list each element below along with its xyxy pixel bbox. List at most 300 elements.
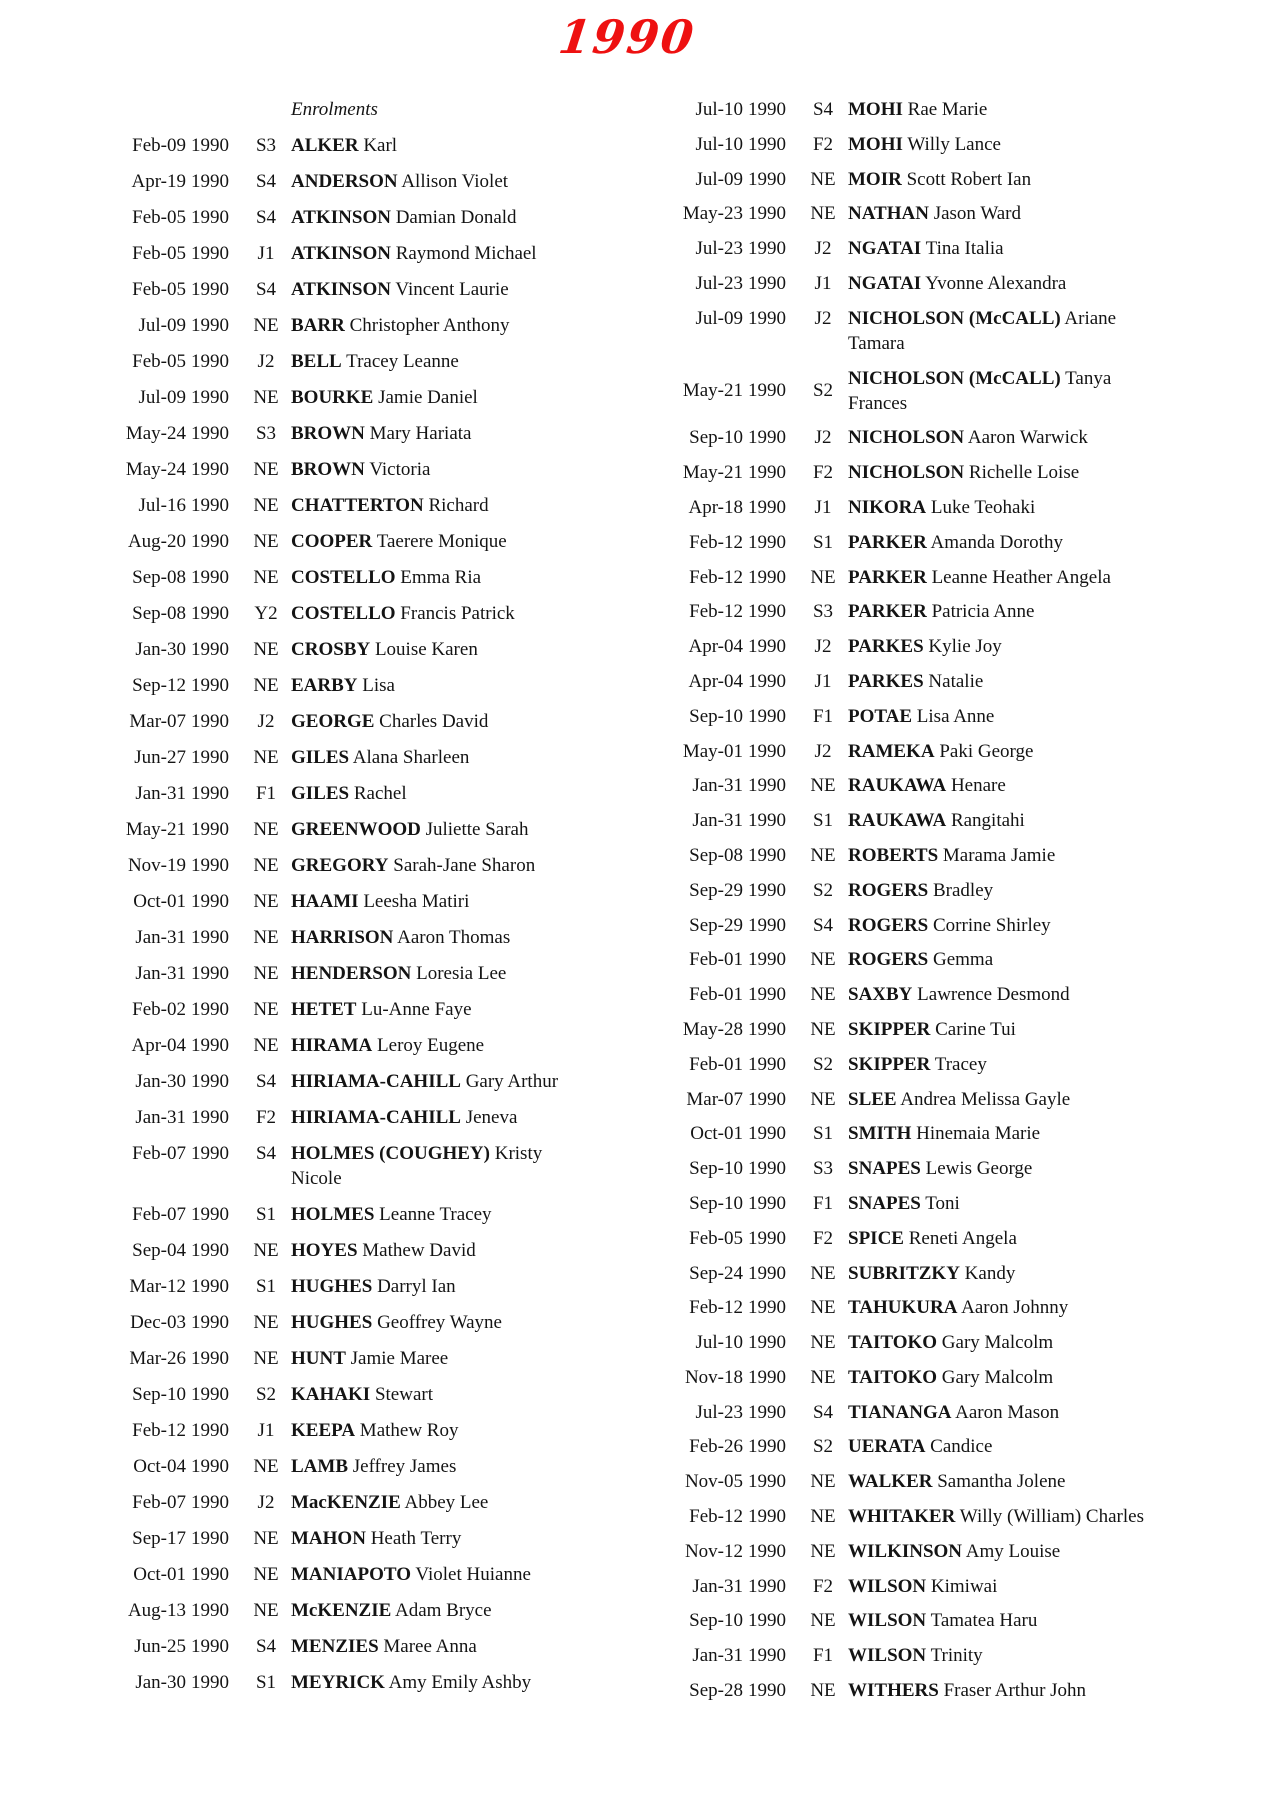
- enrolment-year: 1990: [748, 1088, 786, 1110]
- enrolment-date: May-24: [125, 459, 186, 480]
- enrolment-year: 1990: [191, 279, 229, 300]
- surname: SAXBY: [848, 984, 913, 1006]
- enrolment-year: 1990: [748, 1401, 786, 1423]
- enrolment-year: 1990: [748, 1158, 786, 1180]
- enrolment-year: 1990: [191, 639, 229, 660]
- enrolment-name: [848, 739, 1241, 764]
- enrolment-row: [114, 1310, 579, 1335]
- given-names: Damian Donald: [395, 207, 517, 228]
- enrolment-date: Jul-10: [695, 133, 743, 155]
- given-names: Yvonne Alexandra: [925, 272, 1067, 294]
- enrolment-year: 1990: [748, 99, 786, 120]
- enrolment-row: [671, 1678, 1241, 1703]
- enrolment-date: Jan-31: [692, 810, 743, 832]
- surname: GREENWOOD: [291, 819, 421, 840]
- given-names: Toni: [925, 1192, 960, 1214]
- enrolment-name: [848, 1434, 1241, 1459]
- enrolment-level-code: NE: [810, 1610, 836, 1632]
- given-names: Ariane: [1064, 307, 1117, 329]
- given-names: Willy Lance: [907, 133, 1001, 155]
- spacer: [191, 97, 241, 98]
- enrolment-name: [291, 1274, 579, 1299]
- surname: HOLMES: [291, 1204, 375, 1225]
- enrolment-year: 1990: [748, 462, 786, 484]
- enrolment-level-code: NE: [810, 1297, 836, 1319]
- enrolment-level-code: NE: [810, 203, 836, 225]
- enrolment-row: [114, 853, 579, 878]
- enrolment-row: [114, 313, 579, 338]
- surname: HIRIAMA-CAHILL: [291, 1107, 461, 1128]
- surname: SLEE: [848, 1088, 897, 1110]
- given-names: Leroy Eugene: [377, 1035, 485, 1056]
- surname: HUGHES: [291, 1276, 373, 1297]
- surname: RAUKAWA: [848, 810, 947, 832]
- enrolment-date: Sep-08: [132, 603, 186, 624]
- enrolment-year: 1990: [191, 315, 229, 336]
- given-names: Paki George: [939, 740, 1034, 762]
- enrolment-row: [114, 961, 579, 986]
- enrolment-row: [114, 169, 579, 194]
- enrolment-level-code: S1: [255, 1672, 277, 1693]
- enrolment-date: Sep-29: [689, 914, 743, 936]
- enrolment-row: [671, 913, 1241, 938]
- enrolment-level-code: S3: [255, 423, 277, 444]
- enrolment-name: [291, 1526, 579, 1551]
- enrolment-name: [848, 913, 1241, 938]
- surname: CHATTERTON: [291, 495, 424, 516]
- enrolment-level-code: S3: [255, 135, 277, 156]
- enrolment-name: [848, 1608, 1241, 1633]
- surname: GREGORY: [291, 855, 389, 876]
- enrolment-level-code: S2: [812, 879, 834, 901]
- given-names: Karl: [363, 135, 398, 156]
- enrolment-name: [291, 1634, 579, 1659]
- enrolment-year: 1990: [191, 963, 229, 984]
- enrolment-year: 1990: [748, 636, 786, 658]
- enrolment-name: [848, 1261, 1241, 1286]
- enrolment-year: 1990: [748, 810, 786, 832]
- enrolment-date: Mar-07: [686, 1088, 743, 1110]
- enrolment-name: [291, 385, 579, 410]
- surname: SNAPES: [848, 1192, 921, 1214]
- surname: SNAPES: [848, 1158, 921, 1180]
- surname: WILSON: [848, 1575, 927, 1597]
- enrolment-name: [291, 709, 579, 734]
- enrolment-row: [114, 889, 579, 914]
- surname: NICHOLSON (McCALL): [848, 367, 1061, 389]
- enrolment-year: 1990: [191, 603, 229, 624]
- enrolment-row: [114, 205, 579, 230]
- given-names: Adam Bryce: [394, 1600, 492, 1621]
- enrolment-name: [291, 1490, 579, 1515]
- given-names: Amy Louise: [965, 1540, 1061, 1562]
- enrolment-year: 1990: [191, 567, 229, 588]
- enrolment-name: [291, 745, 579, 770]
- enrolment-name: [848, 530, 1241, 555]
- enrolment-name: [291, 1141, 579, 1191]
- enrolment-year: 1990: [748, 1471, 786, 1493]
- enrolment-date: Jul-09: [138, 387, 186, 408]
- enrolment-year: 1990: [191, 171, 229, 192]
- enrolment-level-code: NE: [810, 984, 836, 1006]
- enrolment-date: May-23: [682, 203, 743, 225]
- enrolment-date: Sep-08: [689, 844, 743, 866]
- given-names: Amanda Dorothy: [930, 531, 1063, 553]
- surname: WHITAKER: [848, 1506, 956, 1528]
- enrolment-year: 1990: [748, 1227, 786, 1249]
- enrolment-level-code: S2: [255, 1384, 277, 1405]
- given-names: Sarah-Jane Sharon: [393, 855, 536, 876]
- enrolment-level-code: S1: [812, 810, 834, 832]
- enrolment-row: [671, 530, 1241, 555]
- given-names: Gary Malcolm: [941, 1332, 1054, 1354]
- enrolment-date: Jul-10: [695, 1332, 743, 1354]
- enrolment-date: May-21: [125, 819, 186, 840]
- enrolment-name: [848, 599, 1241, 624]
- surname: SMITH: [848, 1123, 912, 1145]
- enrolment-name: [291, 1418, 579, 1443]
- given-names: Henare: [950, 775, 1006, 797]
- surname: TAITOKO: [848, 1332, 938, 1354]
- surname: HUGHES: [291, 1312, 373, 1333]
- enrolment-name: [291, 1033, 579, 1058]
- enrolment-row: [114, 1141, 579, 1191]
- enrolment-date: Sep-17: [132, 1528, 186, 1549]
- enrolment-row: [114, 277, 579, 302]
- given-names: Jeffrey James: [352, 1456, 457, 1477]
- enrolment-row: [114, 781, 579, 806]
- enrolment-row: [671, 1400, 1241, 1425]
- enrolment-level-code: J1: [814, 496, 832, 518]
- given-names: Heath Terry: [370, 1528, 462, 1549]
- enrolment-row: [671, 1469, 1241, 1494]
- given-names: Juliette Sarah: [425, 819, 529, 840]
- surname: TAHUKURA: [848, 1297, 958, 1319]
- enrolment-level-code: NE: [253, 1600, 279, 1621]
- enrolment-level-code: J2: [257, 1492, 275, 1513]
- enrolment-level-code: NE: [253, 495, 279, 516]
- given-names: Trinity: [930, 1645, 983, 1667]
- enrolment-level-code: F2: [812, 1227, 834, 1249]
- enrolment-year: 1990: [191, 1276, 229, 1297]
- enrolment-row: [671, 1608, 1241, 1633]
- enrolment-level-code: NE: [810, 1018, 836, 1040]
- given-names: Natalie: [928, 670, 984, 692]
- enrolment-date: Feb-05: [132, 279, 186, 300]
- enrolment-name: [291, 493, 579, 518]
- enrolment-date: Apr-04: [688, 670, 743, 692]
- given-names: Aaron Johnny: [961, 1297, 1069, 1319]
- enrolment-name: [848, 843, 1241, 868]
- enrolment-name: [291, 1562, 579, 1587]
- enrolment-date: Jan-31: [135, 927, 186, 948]
- enrolment-level-code: NE: [810, 1680, 836, 1702]
- enrolment-level-code: S4: [255, 1636, 277, 1657]
- enrolment-date: May-24: [125, 423, 186, 444]
- enrolment-row: [671, 878, 1241, 903]
- enrolment-date: Feb-12: [132, 1420, 186, 1441]
- enrolment-level-code: F1: [812, 1192, 834, 1214]
- given-names: Frances: [848, 392, 908, 414]
- enrolment-name: [291, 1069, 579, 1094]
- enrolment-level-code: NE: [253, 1348, 279, 1369]
- enrolment-name: [291, 1670, 579, 1695]
- enrolment-level-code: S1: [255, 1204, 277, 1225]
- enrolment-level-code: S3: [812, 601, 834, 623]
- enrolment-year: 1990: [748, 1540, 786, 1562]
- enrolment-level-code: J1: [814, 272, 832, 294]
- enrolment-level-code: NE: [810, 844, 836, 866]
- enrolment-level-code: NE: [253, 819, 279, 840]
- enrolment-row: [114, 421, 579, 446]
- surname: PARKES: [848, 670, 924, 692]
- given-names: Andrea Melissa Gayle: [900, 1088, 1071, 1110]
- enrolment-date: Jan-30: [135, 1071, 186, 1092]
- enrolment-year: 1990: [191, 1035, 229, 1056]
- enrolment-level-code: F1: [255, 783, 277, 804]
- enrolment-name: [848, 565, 1241, 590]
- enrolment-row: [671, 366, 1241, 416]
- enrolment-name: [291, 421, 579, 446]
- enrolment-name: [848, 132, 1241, 157]
- given-names: Rachel: [353, 783, 407, 804]
- enrolment-level-code: S4: [255, 279, 277, 300]
- enrolment-date: Apr-04: [688, 636, 743, 658]
- enrolment-name: [848, 97, 1241, 122]
- enrolment-year: 1990: [191, 207, 229, 228]
- enrolment-date: Mar-26: [129, 1348, 186, 1369]
- enrolment-date: Feb-12: [689, 601, 743, 623]
- surname: SPICE: [848, 1227, 904, 1249]
- enrolment-row: [671, 495, 1241, 520]
- enrolment-level-code: S2: [812, 1053, 834, 1075]
- enrolment-level-code: S4: [255, 171, 277, 192]
- enrolment-year: 1990: [748, 203, 786, 225]
- enrolment-year: 1990: [748, 670, 786, 692]
- enrolment-name: [848, 1504, 1241, 1529]
- surname: HETET: [291, 999, 357, 1020]
- surname: WITHERS: [848, 1680, 939, 1702]
- enrolment-row: [671, 1052, 1241, 1077]
- given-names: Louise Karen: [374, 639, 478, 660]
- enrolment-name: [848, 634, 1241, 659]
- enrolment-row: [114, 385, 579, 410]
- enrolment-row: [114, 565, 579, 590]
- enrolment-name: [848, 460, 1241, 485]
- enrolment-date: Sep-10: [689, 1192, 743, 1214]
- surname: WILSON: [848, 1610, 927, 1632]
- enrolment-row: [114, 637, 579, 662]
- enrolment-name: [291, 277, 579, 302]
- enrolment-date: Feb-12: [689, 531, 743, 553]
- surname: ATKINSON: [291, 243, 391, 264]
- given-names: Kylie Joy: [928, 636, 1002, 658]
- enrolment-name: [291, 241, 579, 266]
- surname: GILES: [291, 747, 350, 768]
- enrolment-name: [291, 601, 579, 626]
- enrolment-year: 1990: [191, 783, 229, 804]
- enrolment-level-code: NE: [253, 1240, 279, 1261]
- enrolment-name: [291, 637, 579, 662]
- enrolment-year: 1990: [191, 1312, 229, 1333]
- given-names: Gary Malcolm: [941, 1366, 1054, 1388]
- surname: MAHON: [291, 1528, 366, 1549]
- enrolment-level-code: NE: [810, 566, 836, 588]
- surname: WILSON: [848, 1645, 927, 1667]
- enrolment-name: [848, 878, 1241, 903]
- enrolment-date: Jul-09: [695, 307, 743, 329]
- enrolment-name: [848, 1330, 1241, 1355]
- enrolment-row: [114, 1346, 579, 1371]
- enrolment-level-code: NE: [253, 315, 279, 336]
- surname: TIANANGA: [848, 1401, 952, 1423]
- enrolment-year: 1990: [191, 423, 229, 444]
- enrolment-row: [671, 808, 1241, 833]
- given-names: Geoffrey Wayne: [377, 1312, 502, 1333]
- enrolment-name: [291, 925, 579, 950]
- enrolment-name: [848, 1469, 1241, 1494]
- enrolment-date: Jul-23: [695, 272, 743, 294]
- enrolment-year: 1990: [748, 879, 786, 901]
- enrolment-name: [848, 201, 1241, 226]
- given-names: Candice: [930, 1436, 993, 1458]
- given-names: Darryl Ian: [377, 1276, 456, 1297]
- enrolment-year: 1990: [191, 1564, 229, 1585]
- enrolment-date: Feb-12: [689, 1506, 743, 1528]
- enrolment-name: [848, 704, 1241, 729]
- enrolment-name: [848, 271, 1241, 296]
- surname: HOYES: [291, 1240, 358, 1261]
- surname: ALKER: [291, 135, 359, 156]
- enrolment-level-code: NE: [253, 1528, 279, 1549]
- enrolment-level-code: NE: [253, 531, 279, 552]
- given-names: Jason Ward: [933, 203, 1021, 225]
- given-names: Amy Emily Ashby: [388, 1672, 532, 1693]
- enrolment-date: Nov-12: [684, 1540, 743, 1562]
- enrolment-year: 1990: [191, 1600, 229, 1621]
- enrolment-name: [291, 313, 579, 338]
- enrolment-date: Feb-02: [132, 999, 186, 1020]
- enrolment-level-code: NE: [253, 387, 279, 408]
- enrolment-name: [848, 1574, 1241, 1599]
- enrolment-level-code: J2: [814, 307, 832, 329]
- enrolment-row: [114, 1490, 579, 1515]
- given-names: Bradley: [933, 879, 994, 901]
- enrolment-level-code: NE: [253, 963, 279, 984]
- enrolment-date: Sep-10: [689, 427, 743, 449]
- surname: EARBY: [291, 675, 358, 696]
- enrolment-level-code: NE: [253, 891, 279, 912]
- surname: RAUKAWA: [848, 775, 947, 797]
- enrolment-date: Dec-03: [130, 1312, 186, 1333]
- enrolment-year: 1990: [191, 1420, 229, 1441]
- enrolment-level-code: NE: [253, 1456, 279, 1477]
- surname: ROBERTS: [848, 844, 939, 866]
- enrolment-year: 1990: [191, 1240, 229, 1261]
- enrolment-row: [114, 1454, 579, 1479]
- given-names: Jamie Daniel: [378, 387, 478, 408]
- enrolment-date: Mar-12: [129, 1276, 186, 1297]
- surname: ROGERS: [848, 879, 929, 901]
- surname: BOURKE: [291, 387, 374, 408]
- enrolment-name: [848, 947, 1241, 972]
- enrolment-level-code: S1: [255, 1276, 277, 1297]
- enrolment-date: Jan-30: [135, 639, 186, 660]
- enrolment-level-code: S3: [812, 1158, 834, 1180]
- enrolment-level-code: NE: [253, 855, 279, 876]
- enrolment-date: Sep-10: [132, 1384, 186, 1405]
- enrolment-year: 1990: [748, 307, 786, 329]
- given-names: Tamara: [848, 332, 905, 354]
- enrolment-date: Jan-31: [135, 1107, 186, 1128]
- surname: HIRIAMA-CAHILL: [291, 1071, 461, 1092]
- given-names: Mathew Roy: [359, 1420, 459, 1441]
- given-names: Reneti Angela: [908, 1227, 1017, 1249]
- enrolment-date: Feb-07: [132, 1204, 186, 1225]
- enrolment-name: [848, 1643, 1241, 1668]
- enrolment-row: [671, 1539, 1241, 1564]
- enrolment-row: [671, 271, 1241, 296]
- enrolment-date: Apr-19: [131, 171, 186, 192]
- enrolment-name: [291, 997, 579, 1022]
- enrolment-level-code: NE: [810, 1366, 836, 1388]
- given-names: Emma Ria: [400, 567, 482, 588]
- enrolment-level-code: J1: [814, 670, 832, 692]
- enrolment-row: [114, 673, 579, 698]
- enrolment-row: [114, 1418, 579, 1443]
- surname: MOIR: [848, 168, 902, 190]
- enrolment-row: [671, 843, 1241, 868]
- enrolment-row: [114, 1238, 579, 1263]
- enrolment-level-code: NE: [253, 1564, 279, 1585]
- enrolment-row: [671, 460, 1241, 485]
- enrolment-year: 1990: [748, 531, 786, 553]
- enrolment-date: May-01: [682, 740, 743, 762]
- enrolment-name: [291, 1238, 579, 1263]
- enrolment-year: 1990: [191, 1636, 229, 1657]
- enrolment-level-code: NE: [810, 1088, 836, 1110]
- enrolment-date: Jul-16: [138, 495, 186, 516]
- enrolment-row: [114, 1598, 579, 1623]
- enrolment-name: [291, 1310, 579, 1335]
- enrolment-level-code: F2: [812, 133, 834, 155]
- surname: BARR: [291, 315, 345, 336]
- enrolment-year: 1990: [191, 747, 229, 768]
- enrolment-row: [671, 167, 1241, 192]
- enrolment-date: Jun-25: [134, 1636, 186, 1657]
- enrolment-row: [671, 1121, 1241, 1146]
- enrolment-date: May-28: [682, 1018, 743, 1040]
- surname: ATKINSON: [291, 279, 391, 300]
- surname: PARKER: [848, 566, 927, 588]
- enrolment-level-code: NE: [253, 567, 279, 588]
- enrolment-date: Feb-01: [689, 1053, 743, 1075]
- given-names: Lisa: [362, 675, 395, 696]
- enrolment-date: Feb-07: [132, 1492, 186, 1513]
- enrolment-level-code: J2: [257, 351, 275, 372]
- enrolment-date: Nov-19: [127, 855, 186, 876]
- surname: MacKENZIE: [291, 1492, 401, 1513]
- page-title: 1990: [555, 10, 699, 64]
- enrolment-year: 1990: [191, 891, 229, 912]
- surname: HIRAMA: [291, 1035, 373, 1056]
- surname: HOLMES (COUGHEY): [291, 1143, 490, 1164]
- surname: NATHAN: [848, 203, 929, 225]
- enrolment-date: Jan-31: [135, 963, 186, 984]
- surname: CROSBY: [291, 639, 371, 660]
- enrolment-row: [671, 947, 1241, 972]
- surname: ROGERS: [848, 949, 929, 971]
